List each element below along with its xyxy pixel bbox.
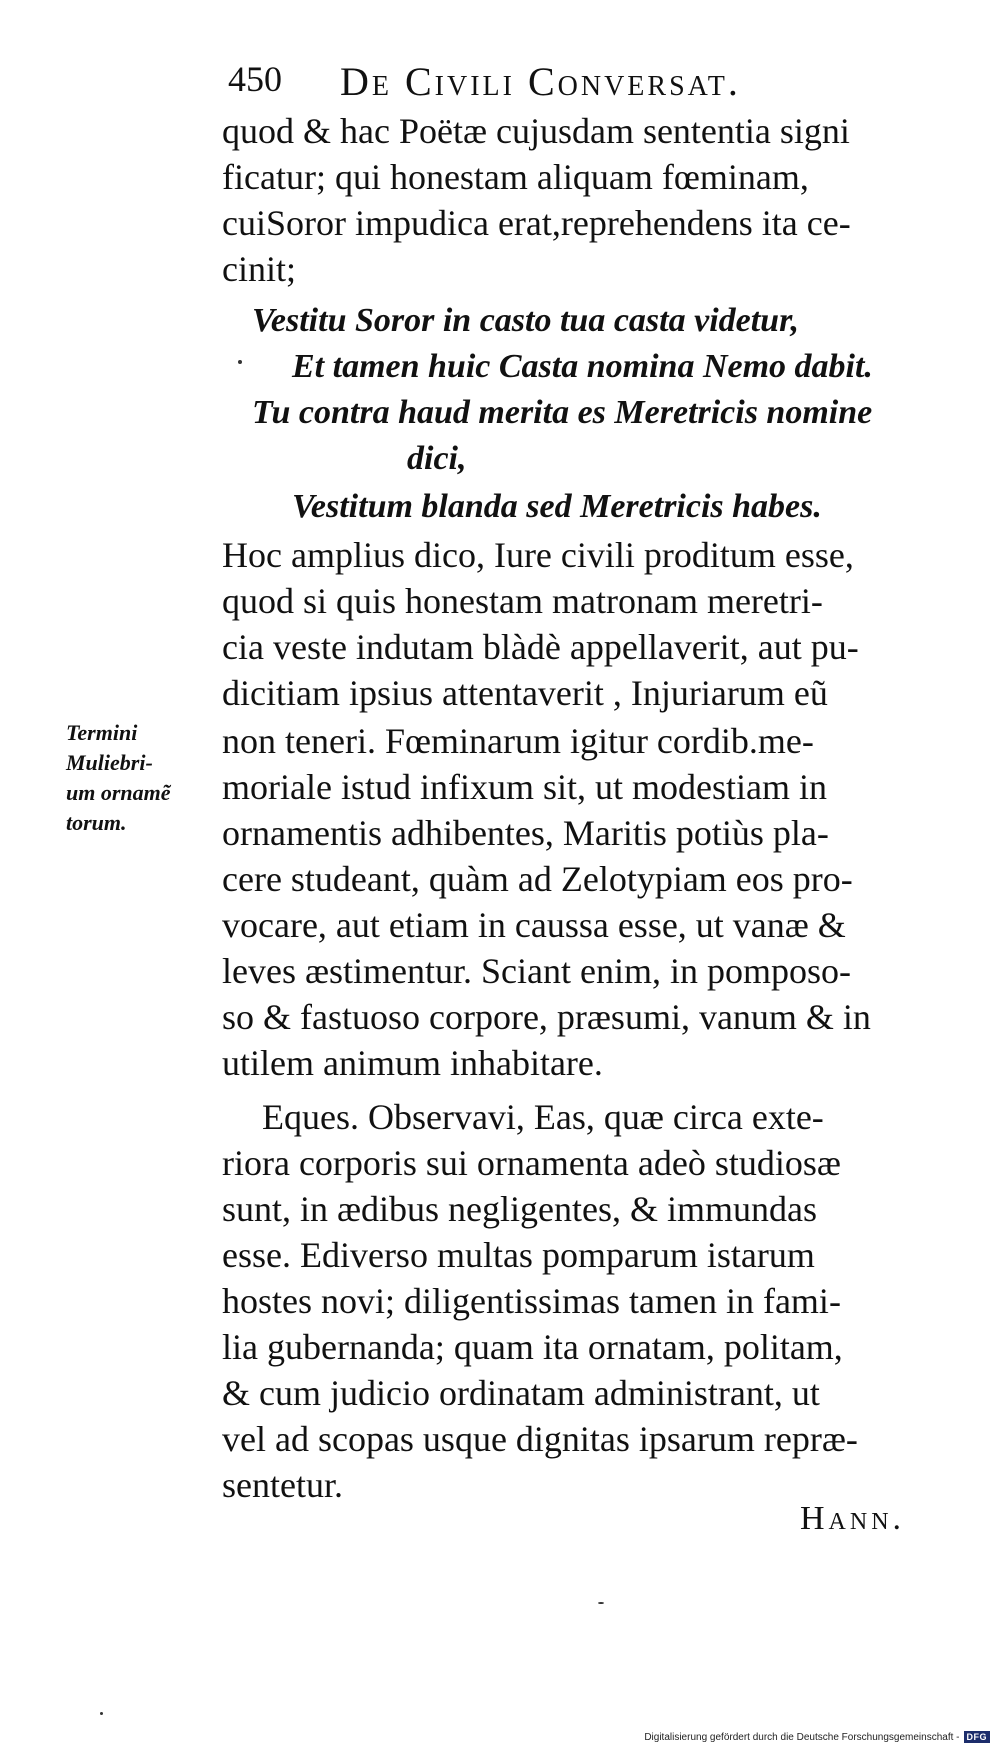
text-line: sentetur. (222, 1465, 343, 1505)
text-line: non teneri. Fœminarum igitur cordib.me- (222, 721, 814, 761)
verse-line: Vestitum blanda sed Meretricis habes. (292, 488, 822, 525)
text-line: quod si quis honestam matronam meretri- (222, 581, 823, 621)
marginal-note-line: torum. (66, 810, 127, 835)
text-line: leves æstimentur. Sciant enim, in pomposo- (222, 951, 851, 991)
text-line: esse. Ediverso multas pomparum istarum (222, 1235, 815, 1275)
verse-line: Et tamen huic Casta nomina Nemo dabit. (292, 348, 873, 385)
footer-text: Digitalisierung gefördert durch die Deutsche Forschungsgemeinschaft - (644, 1731, 960, 1743)
text-line: dicitiam ipsius attentaverit , Injuriarum eũ (222, 673, 828, 713)
marginal-note-line: um ornamẽ (66, 780, 171, 805)
text-line: lia gubernanda; quam ita ornatam, politam, (222, 1327, 843, 1367)
verse-line: dici, (407, 440, 467, 477)
dfg-logo: DFG (964, 1731, 991, 1743)
text-line: ficatur; qui honestam aliquam fœminam, (222, 157, 809, 197)
page-header (228, 50, 928, 110)
text-line: quod & hac Poëtæ cujusdam sententia signi (222, 111, 850, 151)
text-line: cia veste indutam blàdè appellaverit, aut pu- (222, 627, 859, 667)
text-line: ornamentis adhibentes, Maritis potiùs pla- (222, 813, 829, 853)
text-line: so & fastuoso corpore, præsumi, vanum & in (222, 997, 871, 1037)
verse-line: Tu contra haud merita es Meretricis nomine (252, 394, 873, 431)
text-line: Eques. Observavi, Eas, quæ circa exte- (262, 1097, 824, 1137)
paper-speck (100, 1712, 103, 1715)
text-line: utilem animum inhabitare. (222, 1043, 603, 1083)
running-title: De Civili Conversat. (340, 59, 741, 104)
text-line: & cum judicio ordinatam administrant, ut (222, 1373, 820, 1413)
text-line: moriale istud infixum sit, ut modestiam in (222, 767, 827, 807)
marginal-note-line: Muliebri- (66, 750, 153, 775)
paper-speck (598, 1602, 604, 1604)
verse-line: Vestitu Soror in casto tua casta videtur, (252, 302, 799, 339)
text-line: vocare, aut etiam in caussa esse, ut vanæ & (222, 905, 846, 945)
text-line: cere studeant, quàm ad Zelotypiam eos pro- (222, 859, 853, 899)
text-line: cuiSoror impudica erat,reprehendens ita ce- (222, 203, 851, 243)
text-line: cinit; (222, 249, 296, 289)
page-number: 450 (228, 59, 282, 99)
catchword: Hann. (800, 1500, 906, 1537)
text-line: Hoc amplius dico, Iure civili proditum esse, (222, 535, 854, 575)
text-line: hostes novi; diligentissimas tamen in fami- (222, 1281, 841, 1321)
marginal-note-line: Termini (66, 720, 138, 745)
marginal-note (66, 718, 226, 838)
paper-speck (238, 360, 242, 364)
text-line: vel ad scopas usque dignitas ipsarum repræ- (222, 1419, 858, 1459)
text-line: sunt, in ædibus negligentes, & immundas (222, 1189, 817, 1229)
digitization-footer (644, 1731, 990, 1743)
text-line: riora corporis sui ornamenta adeò studiosæ (222, 1143, 841, 1183)
